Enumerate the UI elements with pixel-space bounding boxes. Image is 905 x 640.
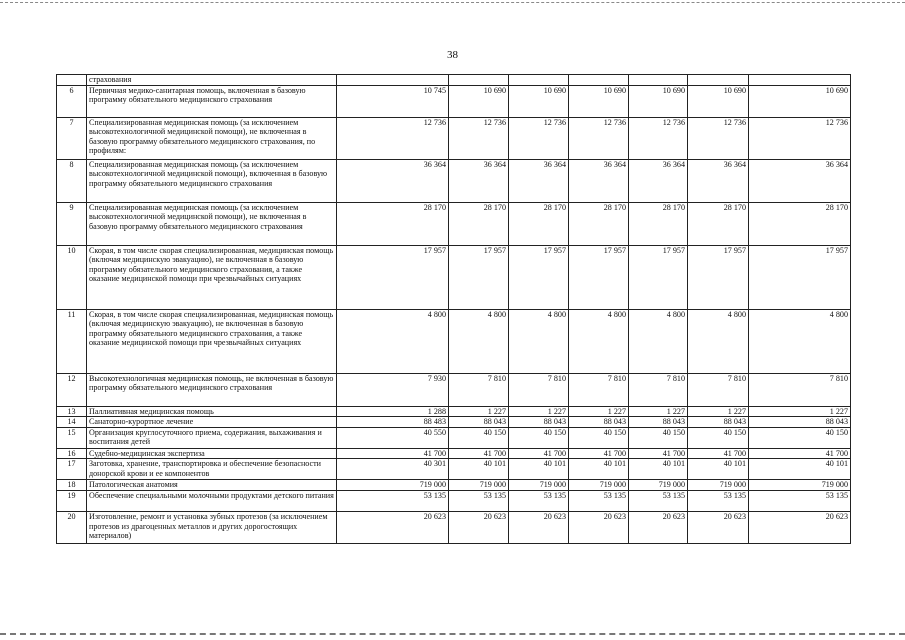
row-value-col-7: 12 736	[749, 117, 851, 159]
row-value-col-4: 10 690	[569, 85, 629, 117]
row-value-col-5: 36 364	[629, 159, 688, 202]
row-value-col-3: 10 690	[509, 85, 569, 117]
row-description: Высокотехнологичная медицинская помощь, не включенная в базовую программу обязательного медицинского страхования	[87, 373, 337, 406]
page-number: 38	[447, 49, 458, 61]
row-value-col-7: 7 810	[749, 373, 851, 406]
row-value-col-4: 12 736	[569, 117, 629, 159]
row-value-col-6: 36 364	[688, 159, 749, 202]
row-number: 19	[57, 490, 87, 511]
row-value-col-7: 36 364	[749, 159, 851, 202]
table-row	[57, 406, 851, 417]
row-number: 8	[57, 159, 87, 202]
table-row	[57, 202, 851, 245]
row-value-col-1: 1 288	[337, 406, 449, 417]
row-value-col-2: 41 700	[449, 448, 509, 459]
table-row	[57, 427, 851, 448]
row-value-col-4: 88 043	[569, 417, 629, 428]
row-value-col-3: 40 150	[509, 427, 569, 448]
row-value-col-4: 1 227	[569, 406, 629, 417]
row-value-col-1: 12 736	[337, 117, 449, 159]
row-number: 11	[57, 309, 87, 373]
row-value-col-5: 28 170	[629, 202, 688, 245]
row-value-col-1: 41 700	[337, 448, 449, 459]
row-value-col-6: 17 957	[688, 245, 749, 309]
row-value-col-1: 40 301	[337, 459, 449, 480]
row-number: 7	[57, 117, 87, 159]
row-value-col-5: 41 700	[629, 448, 688, 459]
row-value-col-3: 88 043	[509, 417, 569, 428]
scan-bottom-edge	[0, 633, 905, 635]
table-row	[57, 511, 851, 543]
tariff-table	[56, 74, 851, 544]
row-value-col-4: 7 810	[569, 373, 629, 406]
row-value-col-6: 40 150	[688, 427, 749, 448]
row-value-col-5: 53 135	[629, 490, 688, 511]
table-row	[57, 373, 851, 406]
row-value-col-7: 40 150	[749, 427, 851, 448]
row-value-col-5: 17 957	[629, 245, 688, 309]
row-value-col-4: 719 000	[569, 480, 629, 491]
row-value-col-4: 53 135	[569, 490, 629, 511]
row-value-col-5: 40 150	[629, 427, 688, 448]
table-row	[57, 459, 851, 480]
row-value-col-5: 20 623	[629, 511, 688, 543]
row-value-col-4	[569, 75, 629, 86]
row-value-col-1: 7 930	[337, 373, 449, 406]
row-number: 12	[57, 373, 87, 406]
row-value-col-3	[509, 75, 569, 86]
row-value-col-3: 17 957	[509, 245, 569, 309]
row-number: 18	[57, 480, 87, 491]
row-value-col-2: 40 101	[449, 459, 509, 480]
row-description: Патологическая анатомия	[87, 480, 337, 491]
row-value-col-6: 88 043	[688, 417, 749, 428]
row-value-col-3: 7 810	[509, 373, 569, 406]
row-value-col-7	[749, 75, 851, 86]
row-value-col-7: 1 227	[749, 406, 851, 417]
row-value-col-4: 40 150	[569, 427, 629, 448]
row-value-col-2: 4 800	[449, 309, 509, 373]
row-number: 17	[57, 459, 87, 480]
row-value-col-7: 28 170	[749, 202, 851, 245]
row-description: страхования	[87, 75, 337, 86]
row-value-col-6: 7 810	[688, 373, 749, 406]
row-description: Судебно-медицинская экспертиза	[87, 448, 337, 459]
row-value-col-4: 4 800	[569, 309, 629, 373]
row-value-col-1: 40 550	[337, 427, 449, 448]
row-description: Заготовка, хранение, транспортировка и обеспечение безопасности донорской крови и ее компонентов	[87, 459, 337, 480]
row-description: Скорая, в том числе скорая специализированная, медицинская помощь (включая медицинскую эвакуацию), не включенная в базовую программу обязательного медицинского страхования, а также оказание медицинской помощи при чрезвычайных ситуациях	[87, 245, 337, 309]
row-value-col-7: 4 800	[749, 309, 851, 373]
row-value-col-7: 41 700	[749, 448, 851, 459]
row-value-col-7: 40 101	[749, 459, 851, 480]
row-value-col-1: 10 745	[337, 85, 449, 117]
row-value-col-3: 12 736	[509, 117, 569, 159]
row-description: Специализированная медицинская помощь (за исключением высокотехнологичной медицинской помощи), не включенная в базовую программу обязательного медицинского страхования	[87, 202, 337, 245]
row-number: 20	[57, 511, 87, 543]
row-number: 14	[57, 417, 87, 428]
table-row	[57, 85, 851, 117]
row-description: Организация круглосуточного приема, содержания, выхаживания и воспитания детей	[87, 427, 337, 448]
row-value-col-2	[449, 75, 509, 86]
row-value-col-4: 20 623	[569, 511, 629, 543]
row-value-col-1: 88 483	[337, 417, 449, 428]
row-description: Специализированная медицинская помощь (за исключением высокотехнологичной медицинской помощи), не включенная в базовую программу обязательного медицинского страхования, по профилям:	[87, 117, 337, 159]
row-value-col-4: 40 101	[569, 459, 629, 480]
table-row	[57, 448, 851, 459]
row-number: 10	[57, 245, 87, 309]
row-value-col-3: 53 135	[509, 490, 569, 511]
table-row	[57, 480, 851, 491]
row-value-col-5: 1 227	[629, 406, 688, 417]
row-value-col-1: 28 170	[337, 202, 449, 245]
row-value-col-5	[629, 75, 688, 86]
row-value-col-2: 36 364	[449, 159, 509, 202]
row-value-col-6	[688, 75, 749, 86]
row-value-col-3: 28 170	[509, 202, 569, 245]
row-value-col-3: 1 227	[509, 406, 569, 417]
row-description: Специализированная медицинская помощь (за исключением высокотехнологичной медицинской помощи), включенная в базовую программу обязательного медицинского страхования	[87, 159, 337, 202]
row-value-col-3: 41 700	[509, 448, 569, 459]
row-value-col-6: 1 227	[688, 406, 749, 417]
scan-top-edge	[0, 2, 905, 3]
row-value-col-5: 88 043	[629, 417, 688, 428]
row-value-col-5: 10 690	[629, 85, 688, 117]
row-description: Первичная медико-санитарная помощь, включенная в базовую программу обязательного медицинского страхования	[87, 85, 337, 117]
row-number: 6	[57, 85, 87, 117]
row-value-col-2: 28 170	[449, 202, 509, 245]
table-row	[57, 245, 851, 309]
row-value-col-5: 40 101	[629, 459, 688, 480]
row-description: Паллиативная медицинская помощь	[87, 406, 337, 417]
row-description: Скорая, в том числе скорая специализированная, медицинская помощь (включая медицинскую эвакуацию), не включенная в базовую программу обязательного медицинского страхования, а также оказание медицинской помощи при чрезвычайных ситуациях	[87, 309, 337, 373]
row-value-col-5: 4 800	[629, 309, 688, 373]
row-value-col-2: 7 810	[449, 373, 509, 406]
row-value-col-6: 719 000	[688, 480, 749, 491]
row-value-col-7: 53 135	[749, 490, 851, 511]
table-row	[57, 75, 851, 86]
table-body	[57, 75, 851, 544]
row-value-col-3: 40 101	[509, 459, 569, 480]
row-value-col-1: 36 364	[337, 159, 449, 202]
row-description: Изготовление, ремонт и установка зубных протезов (за исключением протезов из драгоценных металлов и других дорогостоящих материалов)	[87, 511, 337, 543]
row-value-col-2: 40 150	[449, 427, 509, 448]
row-number: 13	[57, 406, 87, 417]
row-value-col-5: 12 736	[629, 117, 688, 159]
row-number: 9	[57, 202, 87, 245]
row-value-col-2: 12 736	[449, 117, 509, 159]
table-row	[57, 159, 851, 202]
row-value-col-1: 719 000	[337, 480, 449, 491]
row-value-col-6: 20 623	[688, 511, 749, 543]
row-value-col-4: 28 170	[569, 202, 629, 245]
row-value-col-1: 20 623	[337, 511, 449, 543]
row-value-col-6: 53 135	[688, 490, 749, 511]
row-value-col-6: 40 101	[688, 459, 749, 480]
row-value-col-2: 88 043	[449, 417, 509, 428]
row-value-col-2: 1 227	[449, 406, 509, 417]
row-value-col-2: 17 957	[449, 245, 509, 309]
row-value-col-3: 20 623	[509, 511, 569, 543]
row-value-col-2: 10 690	[449, 85, 509, 117]
row-value-col-6: 12 736	[688, 117, 749, 159]
row-value-col-2: 719 000	[449, 480, 509, 491]
row-value-col-4: 17 957	[569, 245, 629, 309]
row-value-col-4: 41 700	[569, 448, 629, 459]
row-value-col-6: 28 170	[688, 202, 749, 245]
row-value-col-2: 53 135	[449, 490, 509, 511]
table-row	[57, 309, 851, 373]
table-row	[57, 117, 851, 159]
row-value-col-1: 53 135	[337, 490, 449, 511]
row-value-col-7: 20 623	[749, 511, 851, 543]
row-value-col-3: 4 800	[509, 309, 569, 373]
row-value-col-1	[337, 75, 449, 86]
row-value-col-7: 719 000	[749, 480, 851, 491]
row-number	[57, 75, 87, 86]
row-value-col-1: 17 957	[337, 245, 449, 309]
row-number: 16	[57, 448, 87, 459]
row-value-col-6: 10 690	[688, 85, 749, 117]
row-description: Санаторно-курортное лечение	[87, 417, 337, 428]
row-value-col-7: 10 690	[749, 85, 851, 117]
row-value-col-5: 719 000	[629, 480, 688, 491]
table-row	[57, 490, 851, 511]
row-value-col-3: 36 364	[509, 159, 569, 202]
row-number: 15	[57, 427, 87, 448]
table-row	[57, 417, 851, 428]
row-value-col-6: 4 800	[688, 309, 749, 373]
row-value-col-5: 7 810	[629, 373, 688, 406]
row-value-col-4: 36 364	[569, 159, 629, 202]
row-value-col-7: 88 043	[749, 417, 851, 428]
row-value-col-6: 41 700	[688, 448, 749, 459]
row-value-col-7: 17 957	[749, 245, 851, 309]
row-value-col-3: 719 000	[509, 480, 569, 491]
row-description: Обеспечение специальными молочными продуктами детского питания	[87, 490, 337, 511]
row-value-col-2: 20 623	[449, 511, 509, 543]
row-value-col-1: 4 800	[337, 309, 449, 373]
